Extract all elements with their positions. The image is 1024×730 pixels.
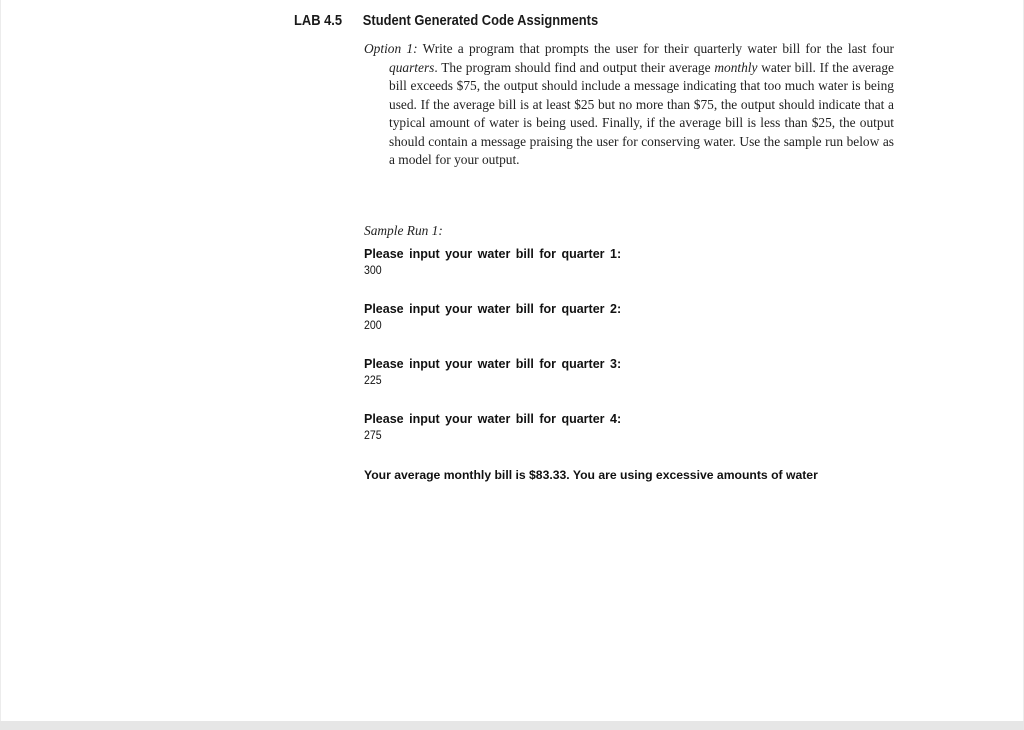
option-emphasis-monthly: monthly bbox=[714, 59, 758, 75]
answer-text: 275 bbox=[364, 430, 382, 442]
prompt-text: Please input your water bill for quarter 4: bbox=[364, 412, 622, 426]
answer-text: 300 bbox=[364, 265, 382, 277]
answer-text: 225 bbox=[364, 375, 382, 387]
sample-run-label: Sample Run 1: bbox=[364, 223, 443, 238]
sample-run-result: Your average monthly bill is $83.33. You are using excessive amounts of water bbox=[364, 468, 818, 482]
sample-run-entry bbox=[364, 302, 621, 332]
sample-run-entry bbox=[364, 412, 621, 442]
section-title: Student Generated Code Assignments bbox=[362, 12, 599, 29]
option-text-part-2: . The program should find and output their average bbox=[434, 59, 715, 75]
lab-number: LAB 4.5 bbox=[294, 12, 343, 29]
option-text-part-1: Write a program that prompts the user for their quarterly water bill for the last four bbox=[422, 41, 895, 56]
option-label: Option 1: bbox=[364, 41, 418, 56]
prompt-text: Please input your water bill for quarter 2: bbox=[364, 302, 622, 316]
sample-run-entry bbox=[364, 247, 621, 277]
prompt-text: Please input your water bill for quarter 1: bbox=[364, 247, 622, 261]
answer-text: 200 bbox=[364, 320, 382, 332]
prompt-text: Please input your water bill for quarter 3: bbox=[364, 357, 622, 371]
assignment-option bbox=[364, 40, 894, 170]
section-heading bbox=[294, 12, 598, 29]
option-emphasis-quarters: quarters bbox=[389, 59, 435, 75]
option-text-part-3: water bill. If the average bill exceeds $75, the output should include a message indicating that too much water is being used. If the average bill is at least $25 but no more than $75, the output should indicate that a typical amount of water is being used. Finally, if the average bill is less than $25, the output should contain a message praising the user for conserving water. Use the sample run below as a model for your output. bbox=[389, 59, 894, 167]
sample-run-entry bbox=[364, 357, 621, 387]
